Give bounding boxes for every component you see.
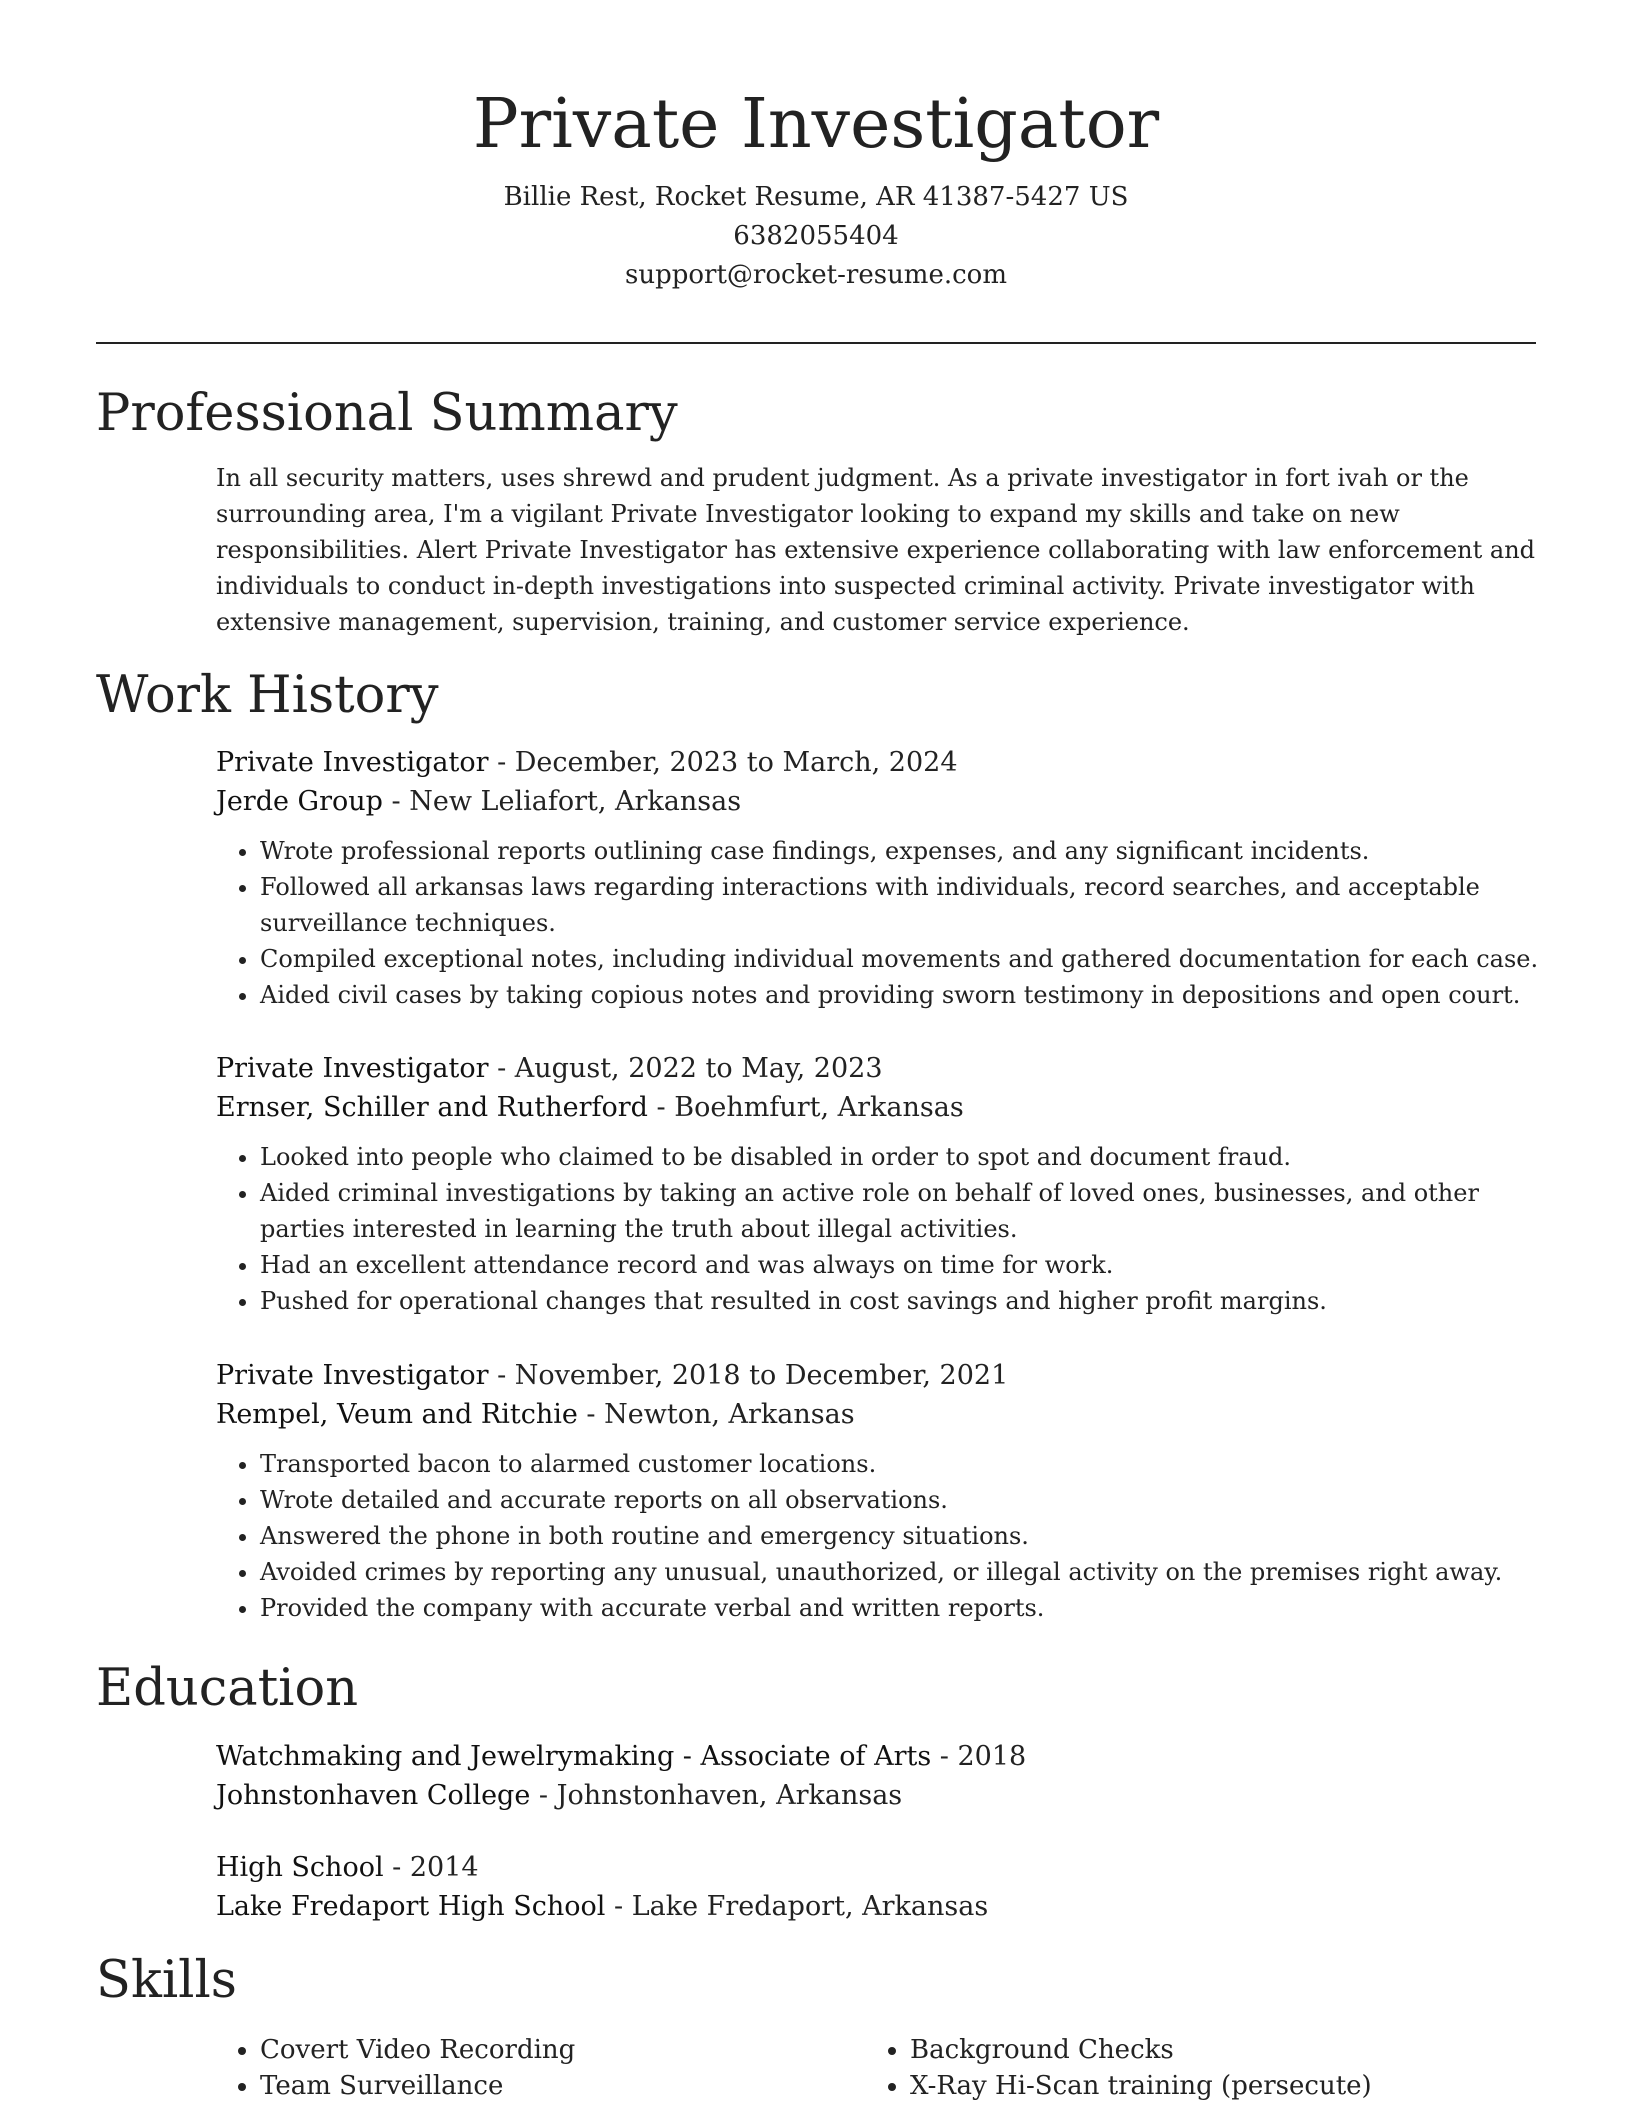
education-degree: High School xyxy=(216,1852,384,1883)
education-location: - Lake Fredaport, Arkansas xyxy=(605,1891,989,1922)
job-entry xyxy=(216,743,1542,1013)
job-company-line xyxy=(216,1395,1542,1434)
job-title-line xyxy=(216,1049,1542,1088)
contact-phone: 6382055404 xyxy=(733,221,899,251)
header-divider xyxy=(96,342,1536,344)
skills-list xyxy=(216,2032,856,2104)
job-title: Private Investigator xyxy=(216,1360,489,1391)
summary-text: In all security matters, uses shrewd and prudent judgment. As a private investigator in fort ivah or the surrounding area, I'm a vigilant Private Investigator looking to expand my skills and take on new responsibilities. Alert Private Investigator has extensive experience collaborating with law enforcement and individuals to conduct in-depth investigations into suspected criminal activity. Private investigator with extensive management, supervision, training, and customer service experience. xyxy=(216,464,1536,636)
candidate-name: Private Investigator xyxy=(472,85,1160,164)
skills-block xyxy=(216,2032,1542,2108)
skills-list xyxy=(866,2032,1506,2104)
job-company-line xyxy=(216,1088,1542,1127)
job-company-line xyxy=(216,782,1542,821)
job-bullet: • Wrote professional reports outlining case findings, expenses, and any significant incidents. xyxy=(260,833,1542,869)
resume-header xyxy=(96,80,1536,295)
skill-item: • Background Checks xyxy=(910,2032,1506,2068)
contact-info xyxy=(96,178,1536,295)
education-school-line xyxy=(216,1776,1542,1815)
job-title: Private Investigator xyxy=(216,747,489,778)
skill-item: • Team Surveillance xyxy=(260,2068,856,2104)
education-entry xyxy=(216,1737,1542,1815)
job-bullets xyxy=(216,833,1542,1013)
job-dates: - November, 2018 to December, 2021 xyxy=(488,1360,1009,1391)
contact-email: support@rocket-resume.com xyxy=(624,260,1007,290)
job-dates: - August, 2022 to May, 2023 xyxy=(488,1053,883,1084)
job-bullet: • Pushed for operational changes that resulted in cost savings and higher profit margins. xyxy=(260,1283,1542,1319)
section-title-skills: Skills xyxy=(96,1951,237,2010)
education-school-line xyxy=(216,1887,1542,1926)
job-bullet: • Had an excellent attendance record and was always on time for work. xyxy=(260,1247,1542,1283)
job-bullet: • Compiled exceptional notes, including individual movements and gathered documentation for each case. xyxy=(260,941,1542,977)
job-bullet: • Transported bacon to alarmed customer locations. xyxy=(260,1446,1542,1482)
education-school: Johnstonhaven College xyxy=(216,1780,531,1811)
education-school: Lake Fredaport High School xyxy=(216,1891,606,1922)
job-bullet: • Aided civil cases by taking copious notes and providing sworn testimony in depositions and open court. xyxy=(260,977,1542,1013)
job-title: Private Investigator xyxy=(216,1053,489,1084)
job-company: Ernser, Schiller and Rutherford xyxy=(216,1092,648,1123)
job-bullets xyxy=(216,1139,1542,1319)
education-year: - 2014 xyxy=(383,1852,479,1883)
job-location: - New Leliafort, Arkansas xyxy=(382,786,742,817)
education-year: - 2018 xyxy=(931,1741,1027,1772)
job-bullet: • Answered the phone in both routine and emergency situations. xyxy=(260,1518,1542,1554)
education-degree: Watchmaking and Jewelrymaking - Associate of Arts xyxy=(216,1741,932,1772)
job-location: - Boehmfurt, Arkansas xyxy=(647,1092,964,1123)
section-title-summary: Professional Summary xyxy=(96,384,678,443)
job-bullet: • Wrote detailed and accurate reports on all observations. xyxy=(260,1482,1542,1518)
job-title-line xyxy=(216,1356,1542,1395)
job-entry xyxy=(216,1356,1542,1626)
job-dates: - December, 2023 to March, 2024 xyxy=(488,747,958,778)
job-company: Jerde Group xyxy=(216,786,383,817)
skills-column-left xyxy=(216,2032,856,2104)
job-bullet: • Avoided crimes by reporting any unusual, unauthorized, or illegal activity on the premises right away. xyxy=(260,1554,1542,1590)
skill-item: • X-Ray Hi-Scan training (persecute) xyxy=(910,2068,1506,2104)
section-title-education: Education xyxy=(96,1659,359,1718)
job-bullet: • Followed all arkansas laws regarding interactions with individuals, record searches, and acceptable surveillance techniques. xyxy=(260,869,1542,941)
section-title-work-history: Work History xyxy=(96,666,439,725)
job-bullet: • Aided criminal investigations by taking an active role on behalf of loved ones, businesses, and other parties interested in learning the truth about illegal activities. xyxy=(260,1175,1542,1247)
summary-block xyxy=(216,460,1542,640)
education-degree-line xyxy=(216,1737,1542,1776)
contact-address: Billie Rest, Rocket Resume, AR 41387-5427 US xyxy=(503,182,1129,212)
education-entry xyxy=(216,1848,1542,1926)
job-title-line xyxy=(216,743,1542,782)
skill-item: • Covert Video Recording xyxy=(260,2032,856,2068)
job-location: - Newton, Arkansas xyxy=(577,1399,855,1430)
job-bullet: • Provided the company with accurate verbal and written reports. xyxy=(260,1590,1542,1626)
job-company: Rempel, Veum and Ritchie xyxy=(216,1399,578,1430)
job-bullet: • Looked into people who claimed to be disabled in order to spot and document fraud. xyxy=(260,1139,1542,1175)
skills-column-right xyxy=(866,2032,1506,2104)
job-entry xyxy=(216,1049,1542,1319)
education-degree-line xyxy=(216,1848,1542,1887)
job-bullets xyxy=(216,1446,1542,1626)
education-location: - Johnstonhaven, Arkansas xyxy=(530,1780,903,1811)
